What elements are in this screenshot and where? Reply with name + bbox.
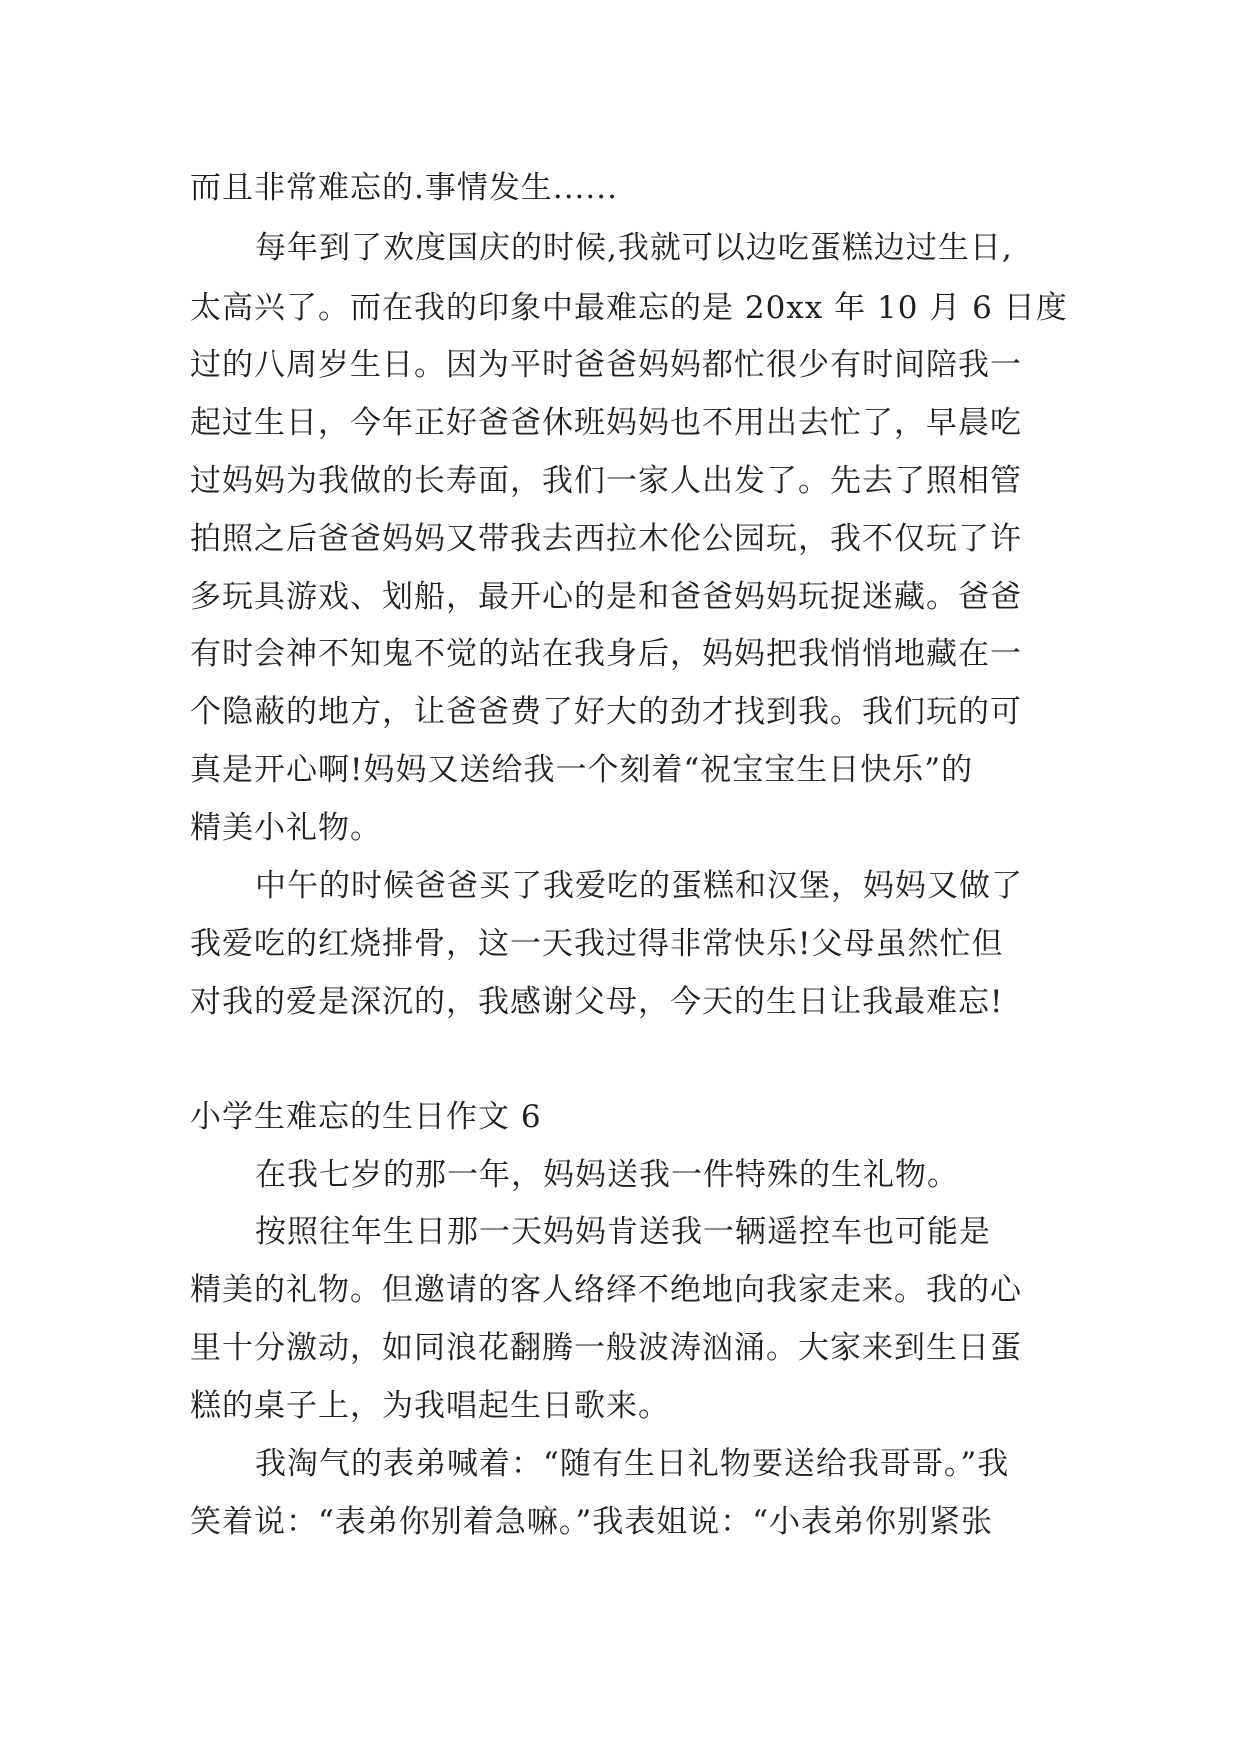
section-heading: 小学生难忘的生日作文 6 <box>190 1099 542 1135</box>
paragraph-first-line: 按照往年生日那一天妈妈肯送我一辆遥控车也可能是 <box>255 1214 991 1250</box>
text-line: 对我的爱是深沉的，我感谢父母，今天的生日让我最难忘! <box>190 984 1004 1020</box>
text-line: 拍照之后爸爸妈妈又带我去西拉木伦公园玩，我不仅玩了许 <box>190 521 1022 557</box>
text-line: 有时会神不知鬼不觉的站在我身后，妈妈把我悄悄地藏在一 <box>190 636 1022 672</box>
text-line: 起过生日，今年正好爸爸休班妈妈也不用出去忙了，早晨吃 <box>190 405 1022 441</box>
text-line: 我爱吃的红烧排骨，这一天我过得非常快乐!父母虽然忙但 <box>190 926 1004 962</box>
text-line: 精美的礼物。但邀请的客人络绎不绝地向我家走来。我的心 <box>190 1272 1022 1308</box>
paragraph-first-line: 每年到了欢度国庆的时候,我就可以边吃蛋糕边过生日, <box>255 230 1013 266</box>
text-line: 笑着说：“表弟你别着急嘛。”我表姐说：“小表弟你别紧张 <box>190 1504 994 1540</box>
text-line: 个隐蔽的地方，让爸爸费了好大的劲才找到我。我们玩的可 <box>190 694 1022 730</box>
text-line: 真是开心啊!妈妈又送给我一个刻着“祝宝宝生日快乐”的 <box>190 752 974 788</box>
text-line: 过的八周岁生日。因为平时爸爸妈妈都忙很少有时间陪我一 <box>190 347 1022 383</box>
text-line: 过妈妈为我做的长寿面，我们一家人出发了。先去了照相管 <box>190 463 1022 499</box>
text-line: 而且非常难忘的.事情发生...... <box>190 170 618 206</box>
text-line: 太高兴了。而在我的印象中最难忘的是 20xx 年 10 月 6 日度 <box>190 290 1068 326</box>
paragraph-first-line: 中午的时候爸爸买了我爱吃的蛋糕和汉堡，妈妈又做了 <box>255 868 1023 904</box>
text-line: 多玩具游戏、划船，最开心的是和爸爸妈妈玩捉迷藏。爸爸 <box>190 579 1022 615</box>
paragraph-first-line: 在我七岁的那一年，妈妈送我一件特殊的生礼物。 <box>255 1157 959 1193</box>
paragraph-first-line: 我淘气的表弟喊着：“随有生日礼物要送给我哥哥。”我 <box>255 1446 1010 1482</box>
text-line: 糕的桌子上，为我唱起生日歌来。 <box>190 1388 670 1424</box>
text-line: 精美小礼物。 <box>190 810 382 846</box>
text-line: 里十分激动，如同浪花翻腾一般波涛汹涌。大家来到生日蛋 <box>190 1330 1022 1366</box>
